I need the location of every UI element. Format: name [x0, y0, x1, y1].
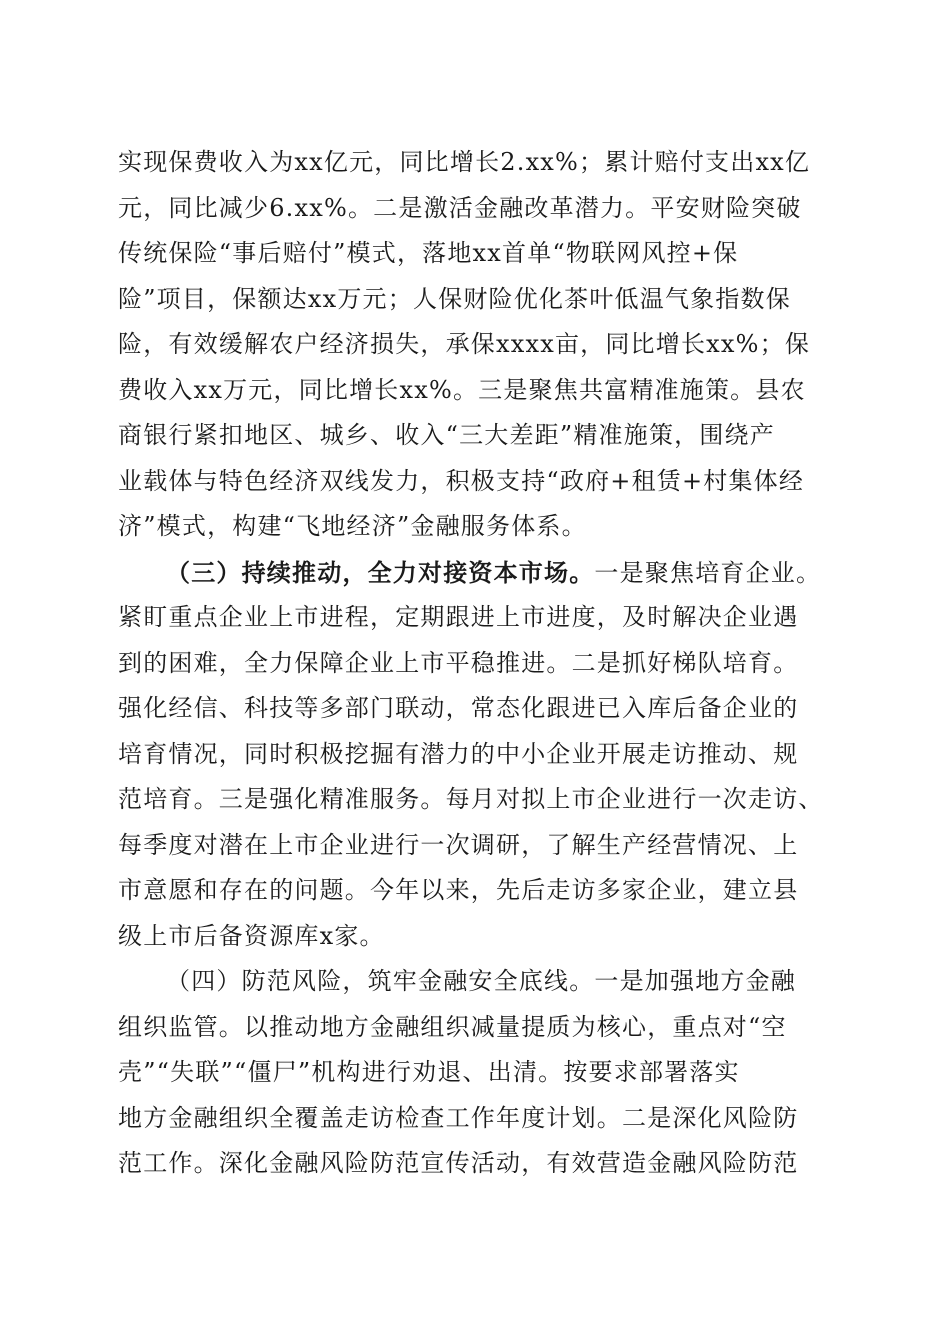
- text-line: 范培育。三是强化精准服务。每月对拟上市企业进行一次走访、: [118, 785, 824, 813]
- paragraph-risk-prevention: [118, 959, 838, 1187]
- text-line: 费收入xx万元，同比增长xx%。三是聚焦共富精准施策。县农: [118, 375, 806, 404]
- text-line: 组织监管。以推动地方金融组织减量提质为核心，重点对“空: [118, 1012, 787, 1041]
- text-line: 传统保险“事后赔付”模式，落地xx首单“物联网风控+保: [118, 239, 739, 267]
- text-line: 市意愿和存在的问题。今年以来，先后走访多家企业，建立县: [118, 876, 799, 904]
- text-line: 培育情况，同时积极挖掘有潜力的中小企业开展走访推动、规: [118, 739, 799, 768]
- text-line: 险”项目，保额达xx万元；人保财险优化茶叶低温气象指数保: [118, 284, 791, 313]
- text-line: 紧盯重点企业上市进程，定期跟进上市进度，及时解决企业遇: [118, 603, 799, 631]
- text-line: 级上市后备资源库x家。: [118, 921, 385, 950]
- document-body: [118, 140, 838, 1187]
- paragraph-insurance: [118, 140, 838, 550]
- text-line: 地方金融组织全覆盖走访检查工作年度计划。二是深化风险防: [118, 1103, 799, 1132]
- section-heading-4: （四）防范风险，筑牢金融安全底线。: [166, 967, 595, 995]
- text-run: 一是聚焦培育企业。: [594, 558, 822, 587]
- text-line: 元，同比减少6.xx%。二是激活金融改革潜力。平安财险突破: [118, 193, 802, 222]
- section-heading-3: （三）持续推动，全力对接资本市场。: [166, 557, 595, 587]
- text-line: 到的困难，全力保障企业上市平稳推进。二是抓好梯队培育。: [118, 648, 799, 677]
- text-line: 业载体与特色经济双线发力，积极支持“政府+租赁+村集体经: [118, 466, 805, 495]
- text-run: 一是加强地方金融: [594, 967, 797, 995]
- text-line: 每季度对潜在上市企业进行一次调研，了解生产经营情况、上: [118, 830, 799, 859]
- text-line: 济”模式，构建“飞地经济”金融服务体系。: [118, 512, 587, 540]
- text-line: [118, 959, 838, 1005]
- text-line: 强化经信、科技等多部门联动，常态化跟进已入库后备企业的: [118, 694, 799, 722]
- text-line: 险，有效缓解农户经济损失，承保xxxx亩，同比增长xx%；保: [118, 330, 811, 358]
- text-line: 实现保费收入为xx亿元，同比增长2.xx%；累计赔付支出xx亿: [118, 148, 811, 176]
- paragraph-capital-market: [118, 550, 838, 960]
- text-line: 壳”“失联”“僵尸”机构进行劝退、出清。按要求部署落实: [118, 1058, 740, 1086]
- text-line: 范工作。深化金融风险防范宣传活动，有效营造金融风险防范: [118, 1149, 799, 1177]
- text-line: 商银行紧扣地区、城乡、收入“三大差距”精准施策，围绕产: [118, 421, 775, 449]
- text-line: [118, 550, 838, 596]
